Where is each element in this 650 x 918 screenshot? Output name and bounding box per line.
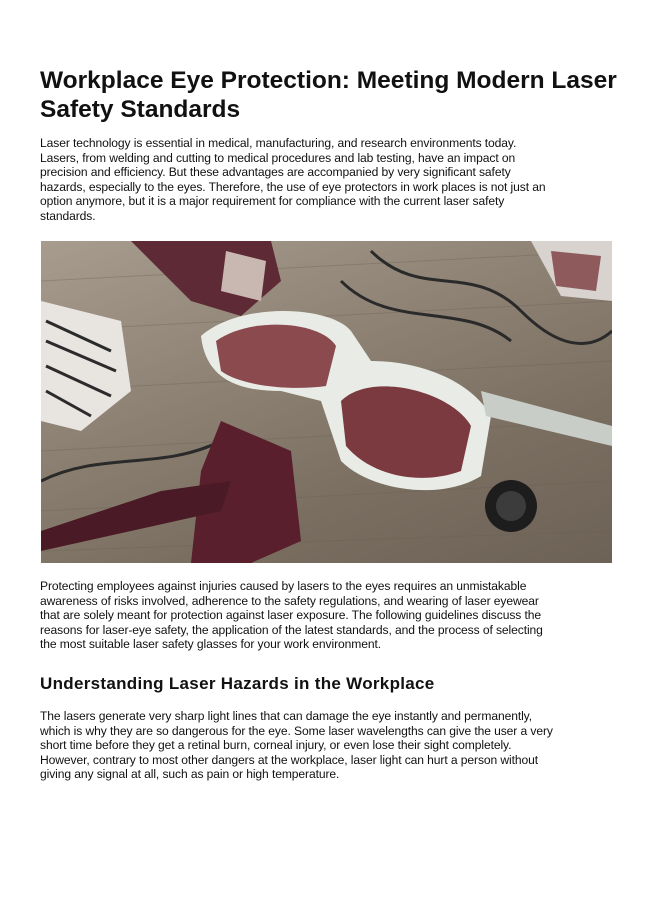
hazards-paragraph: The lasers generate very sharp light lines that can damage the eye instantly and permanently, which is why they are so dangerous for the eye. Some laser wavelengths can give the user a very short time before they get a retinal burn, corneal injury, or even lose their sight completely. However, contrary to most other dangers at the workplace, laser light can hurt a person without giving any signal at all, such as pain or high temperature. (40, 709, 553, 782)
intro-paragraph: Laser technology is essential in medical, manufacturing, and research environments today. Lasers, from welding and cutting to medical procedures and lab testing, have an impact on precision and efficiency. But these advantages are accompanied by very significant safety hazards, especially to the eyes. Therefore, the use of eye protectors in work places is not just an option anymore, but it is a major requirement for compliance with the current laser safety standards. (40, 136, 546, 223)
laser-safety-glasses-photo (41, 241, 612, 563)
article-title: Workplace Eye Protection: Meeting Modern Laser Safety Standards (40, 67, 617, 123)
protection-paragraph: Protecting employees against injuries caused by lasers to the eyes requires an unmistakable awareness of risks involved, adherence to the safety regulations, and wearing of laser eyewear that are solely meant for protection against laser exposure. The following guidelines discuss the reasons for laser-eye safety, the application of the latest standards, and the process of selecting the most suitable laser safety glasses for your work environment. (40, 579, 543, 652)
section-heading: Understanding Laser Hazards in the Workplace (40, 674, 435, 693)
